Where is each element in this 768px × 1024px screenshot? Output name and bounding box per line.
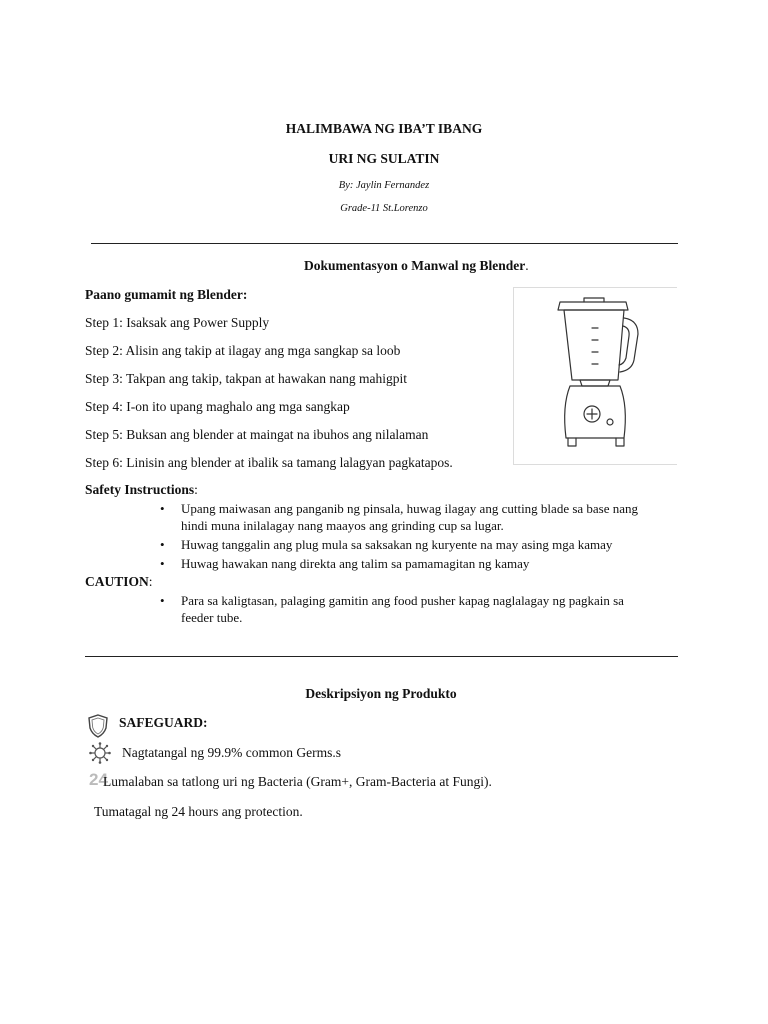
- feature-germs: Nagtatangal ng 99.9% common Germs.s: [122, 745, 341, 760]
- bullet-glyph: •: [160, 593, 165, 608]
- manual-heading-text: Dokumentasyon o Manwal ng Blender: [304, 258, 526, 273]
- step-item: Step 5: Buksan ang blender at maingat na ibuhos ang nilalaman: [85, 427, 429, 442]
- divider-top: [91, 243, 678, 244]
- author-byline: By: Jaylin Fernandez: [338, 180, 430, 191]
- caution-label: CAUTION: [85, 574, 149, 589]
- bullet-glyph: •: [160, 537, 165, 552]
- step-item: Step 6: Linisin ang blender at ibalik sa tamang lalagyan pagkatapos.: [85, 455, 453, 470]
- caution-item: Para sa kaligtasan, palaging gamitin ang food pusher kapag naglalagay ng pagkain sa: [181, 593, 624, 608]
- safety-colon: :: [194, 482, 198, 497]
- caution-heading: [85, 574, 153, 590]
- 24-hours-icon: 24: [89, 770, 108, 789]
- product-heading: Deskripsiyon ng Produkto: [305, 686, 457, 701]
- bullet-glyph: •: [160, 556, 165, 571]
- document-title-line-1: HALIMBAWA NG IBA’T IBANG: [285, 121, 483, 136]
- divider-middle: [85, 656, 678, 657]
- safety-label: Safety Instructions: [85, 482, 195, 497]
- brand-name: SAFEGUARD:: [119, 715, 208, 730]
- safety-item: Upang maiwasan ang panganib ng pinsala, huwag ilagay ang cutting blade sa base nang: [181, 501, 639, 516]
- caution-colon: :: [148, 574, 153, 589]
- safety-item: Huwag tanggalin ang plug mula sa saksakan ng kuryente na may asing mga kamay: [181, 537, 613, 552]
- caution-item: feeder tube.: [181, 610, 243, 625]
- step-item: Step 1: Isaksak ang Power Supply: [85, 315, 270, 330]
- grade-section: Grade-11 St.Lorenzo: [340, 203, 428, 214]
- bullet-glyph: •: [160, 501, 165, 516]
- safety-heading: [85, 482, 198, 498]
- germ-icon: [89, 742, 111, 764]
- safety-item: Huwag hawakan nang direkta ang talim sa pamamagitan ng kamay: [181, 556, 530, 571]
- manual-subheading: Paano gumamit ng Blender:: [85, 287, 248, 302]
- step-item: Step 4: I-on ito upang maghalo ang mga sangkap: [85, 399, 350, 414]
- safety-item: hindi muna inilalagay nang maayos ang grinding cup sa lugar.: [181, 518, 504, 533]
- step-item: Step 2: Alisin ang takip at ilagay ang mga sangkap sa loob: [85, 343, 401, 358]
- manual-heading-period: .: [525, 258, 529, 273]
- feature-protection: Tumatagal ng 24 hours ang protection.: [94, 804, 303, 819]
- feature-bacteria: Lumalaban sa tatlong uri ng Bacteria (Gram+, Gram-Bacteria at Fungi).: [103, 774, 492, 789]
- blender-illustration: [514, 288, 677, 464]
- shield-icon: [87, 713, 109, 739]
- document-title-line-2: URI NG SULATIN: [328, 151, 440, 166]
- step-item: Step 3: Takpan ang takip, takpan at hawakan nang mahigpit: [85, 371, 407, 386]
- blender-image-frame: [513, 287, 677, 465]
- manual-heading: [304, 258, 529, 274]
